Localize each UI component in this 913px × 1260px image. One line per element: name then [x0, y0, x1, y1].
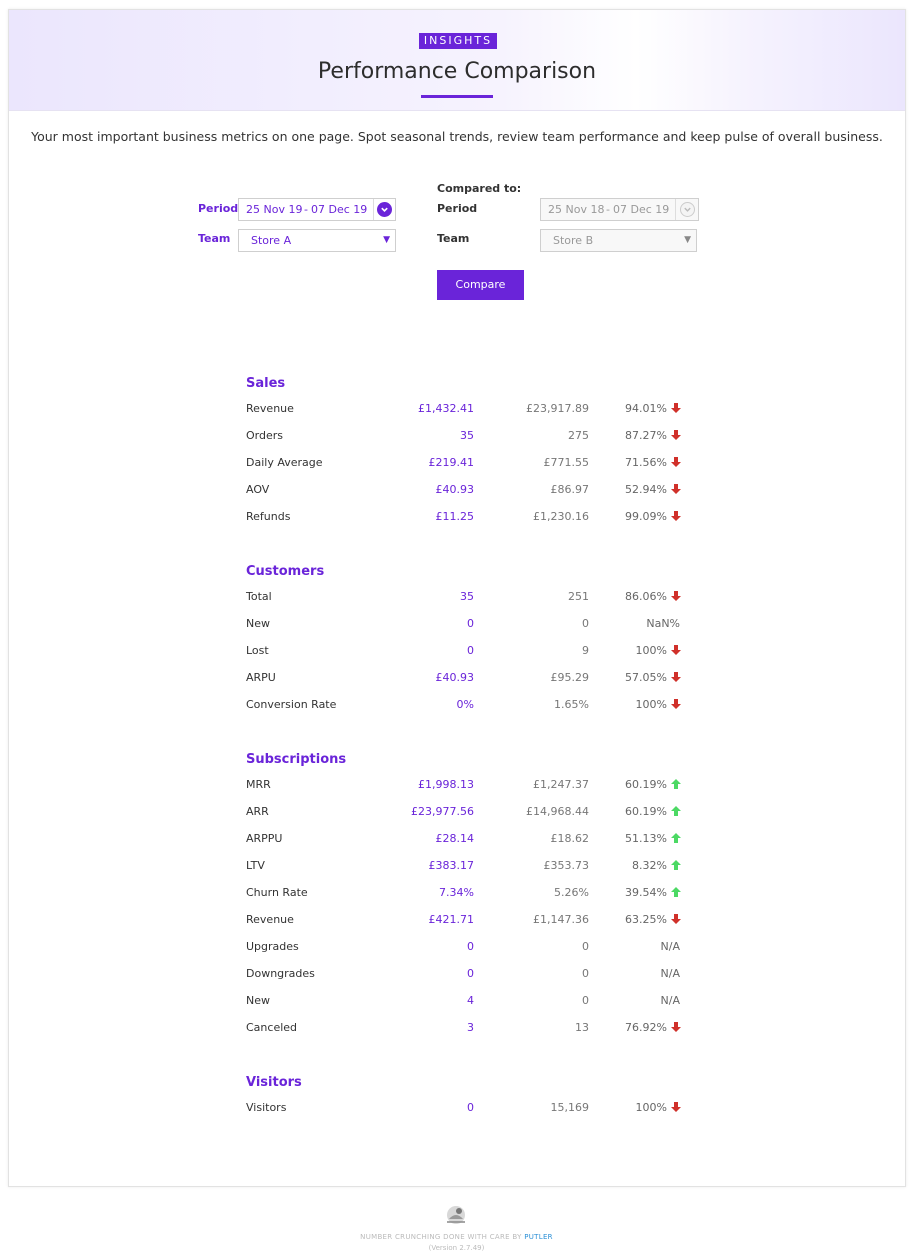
metric-change: 100%: [635, 698, 667, 711]
metric-row: [246, 805, 682, 821]
metric-label: Orders: [246, 429, 283, 442]
metric-previous-value: 275: [568, 429, 589, 442]
compare-team-value: Store B: [553, 234, 594, 247]
metric-previous-value: 0: [582, 940, 589, 953]
team-label: Team: [198, 232, 231, 245]
arrow-down-icon: [670, 671, 682, 683]
metric-change: 94.01%: [625, 402, 667, 415]
metric-previous-value: 1.65%: [554, 698, 589, 711]
picker-separator: [675, 199, 676, 220]
metric-row: [246, 859, 682, 875]
metric-row: [246, 590, 682, 606]
arrow-down-icon: [670, 913, 682, 925]
metric-row: [246, 967, 682, 983]
metric-current-value: £40.93: [435, 483, 474, 496]
metric-change: 76.92%: [625, 1021, 667, 1034]
metric-previous-value: 251: [568, 590, 589, 603]
metric-previous-value: £1,230.16: [533, 510, 589, 523]
metric-row: [246, 940, 682, 956]
metric-current-value: 4: [467, 994, 474, 1007]
metric-current-value: 0: [467, 617, 474, 630]
metric-change: 99.09%: [625, 510, 667, 523]
compare-period-label: Period: [437, 202, 478, 215]
metric-change: 8.32%: [632, 859, 667, 872]
metric-current-value: £219.41: [428, 456, 474, 469]
metric-row: [246, 617, 682, 633]
metric-current-value: £1,432.41: [418, 402, 474, 415]
metric-previous-value: 9: [582, 644, 589, 657]
metric-change: 86.06%: [625, 590, 667, 603]
chevron-down-icon[interactable]: [377, 202, 392, 217]
metric-change: 60.19%: [625, 778, 667, 791]
arrow-down-icon: [670, 1021, 682, 1033]
current-period-dash: -: [304, 203, 308, 216]
period-label: Period: [198, 202, 239, 215]
metric-row: [246, 644, 682, 660]
section-title-subscriptions: Subscriptions: [246, 752, 347, 767]
metric-change: N/A: [660, 940, 680, 953]
footer-tagline-text: NUMBER CRUNCHING DONE WITH CARE BY: [360, 1233, 522, 1241]
picker-separator: [373, 199, 374, 220]
metric-change: 100%: [635, 644, 667, 657]
metric-label: Churn Rate: [246, 886, 308, 899]
metric-label: Revenue: [246, 402, 294, 415]
metric-current-value: £28.14: [435, 832, 474, 845]
compare-team-select[interactable]: [540, 229, 697, 252]
metric-previous-value: 0: [582, 617, 589, 630]
metric-row: [246, 510, 682, 526]
arrow-up-icon: [670, 886, 682, 898]
metric-current-value: 3: [467, 1021, 474, 1034]
page-header: [9, 10, 905, 111]
metric-current-value: 0: [467, 967, 474, 980]
section-title-visitors: Visitors: [246, 1075, 302, 1090]
metric-label: Visitors: [246, 1101, 287, 1114]
arrow-down-icon: [670, 1101, 682, 1113]
metric-previous-value: £353.73: [543, 859, 589, 872]
metric-label: New: [246, 617, 270, 630]
metric-previous-value: 13: [575, 1021, 589, 1034]
arrow-down-icon: [670, 483, 682, 495]
compare-period-end: 07 Dec 19: [613, 203, 670, 216]
metric-current-value: 35: [460, 590, 474, 603]
arrow-down-icon: [670, 456, 682, 468]
metric-row: [246, 429, 682, 445]
arrow-down-icon: [670, 429, 682, 441]
metric-row: [246, 1101, 682, 1117]
metric-label: Lost: [246, 644, 269, 657]
metric-label: Conversion Rate: [246, 698, 337, 711]
metric-label: Downgrades: [246, 967, 315, 980]
metric-row: [246, 698, 682, 714]
metric-label: ARPU: [246, 671, 276, 684]
compare-team-label: Team: [437, 232, 470, 245]
compared-to-label: Compared to:: [437, 182, 522, 195]
metric-previous-value: 0: [582, 994, 589, 1007]
compare-period-start: 25 Nov 18: [548, 203, 605, 216]
metric-row: [246, 778, 682, 794]
current-period-end: 07 Dec 19: [311, 203, 368, 216]
metric-previous-value: £23,917.89: [526, 402, 589, 415]
metric-previous-value: £18.62: [550, 832, 589, 845]
title-underline: [421, 95, 493, 98]
section-title-sales: Sales: [246, 376, 286, 391]
metric-label: New: [246, 994, 270, 1007]
metric-current-value: £11.25: [435, 510, 474, 523]
metric-previous-value: 0: [582, 967, 589, 980]
metric-label: Revenue: [246, 913, 294, 926]
metric-previous-value: 15,169: [550, 1101, 589, 1114]
arrow-down-icon: [670, 510, 682, 522]
metric-label: Canceled: [246, 1021, 298, 1034]
metric-current-value: £383.17: [428, 859, 474, 872]
metric-row: [246, 483, 682, 499]
metric-label: Upgrades: [246, 940, 299, 953]
metric-previous-value: £771.55: [543, 456, 589, 469]
caret-down-icon: ▼: [684, 235, 691, 245]
chevron-down-icon[interactable]: [680, 202, 695, 217]
arrow-down-icon: [670, 402, 682, 414]
metric-change: 87.27%: [625, 429, 667, 442]
current-team-select[interactable]: [238, 229, 396, 252]
metric-current-value: £421.71: [428, 913, 474, 926]
arrow-down-icon: [670, 644, 682, 656]
caret-down-icon: ▼: [383, 235, 390, 245]
metric-label: AOV: [246, 483, 270, 496]
current-period-picker[interactable]: [238, 198, 396, 221]
metric-row: [246, 832, 682, 848]
insights-badge: INSIGHTS: [419, 33, 497, 49]
metric-label: LTV: [246, 859, 265, 872]
arrow-down-icon: [670, 698, 682, 710]
metric-row: [246, 456, 682, 472]
current-team-value: Store A: [251, 234, 292, 247]
metric-row: [246, 913, 682, 929]
page-title: Performance Comparison: [317, 59, 597, 84]
main-card: [8, 9, 906, 1187]
putler-link[interactable]: PUTLER: [524, 1233, 553, 1241]
arrow-up-icon: [670, 805, 682, 817]
compare-period-picker[interactable]: [540, 198, 699, 221]
metric-label: MRR: [246, 778, 271, 791]
section-title-customers: Customers: [246, 564, 325, 579]
metric-current-value: 0: [467, 1101, 474, 1114]
metric-change: 100%: [635, 1101, 667, 1114]
metric-row: [246, 671, 682, 687]
metric-current-value: 35: [460, 429, 474, 442]
metric-current-value: £1,998.13: [418, 778, 474, 791]
metric-row: [246, 402, 682, 418]
metric-row: [246, 994, 682, 1010]
metric-current-value: 0: [467, 644, 474, 657]
arrow-down-icon: [670, 590, 682, 602]
metric-change: N/A: [660, 994, 680, 1007]
metric-change: 51.13%: [625, 832, 667, 845]
metric-previous-value: £86.97: [550, 483, 589, 496]
metric-change: 52.94%: [625, 483, 667, 496]
metric-label: Total: [246, 590, 272, 603]
current-period-start: 25 Nov 19: [246, 203, 303, 216]
metric-current-value: £40.93: [435, 671, 474, 684]
compare-period-dash: -: [606, 203, 610, 216]
metric-change: 39.54%: [625, 886, 667, 899]
metric-row: [246, 1021, 682, 1037]
metric-previous-value: 5.26%: [554, 886, 589, 899]
metric-previous-value: £14,968.44: [526, 805, 589, 818]
arrow-up-icon: [670, 778, 682, 790]
footer-tagline: [0, 1233, 913, 1241]
putler-logo-icon: [443, 1203, 469, 1227]
metric-previous-value: £1,247.37: [533, 778, 589, 791]
metric-previous-value: £1,147.36: [533, 913, 589, 926]
footer-version: (Version 2.7.49): [428, 1244, 485, 1252]
metric-current-value: 0%: [456, 698, 474, 711]
metric-change: 63.25%: [625, 913, 667, 926]
metric-current-value: £23,977.56: [411, 805, 474, 818]
metric-label: Daily Average: [246, 456, 323, 469]
metric-previous-value: £95.29: [550, 671, 589, 684]
metric-change: N/A: [660, 967, 680, 980]
metric-change: 57.05%: [625, 671, 667, 684]
arrow-up-icon: [670, 859, 682, 871]
metric-change: 60.19%: [625, 805, 667, 818]
intro-text: Your most important business metrics on one page. Spot seasonal trends, review team performance and keep pulse of overall business.: [31, 129, 883, 144]
metric-current-value: 0: [467, 940, 474, 953]
arrow-up-icon: [670, 832, 682, 844]
metric-label: Refunds: [246, 510, 291, 523]
compare-button[interactable]: Compare: [437, 270, 524, 300]
metric-label: ARR: [246, 805, 269, 818]
metric-row: [246, 886, 682, 902]
metric-current-value: 7.34%: [439, 886, 474, 899]
metric-change: NaN%: [646, 617, 680, 630]
metric-label: ARPPU: [246, 832, 283, 845]
metric-change: 71.56%: [625, 456, 667, 469]
